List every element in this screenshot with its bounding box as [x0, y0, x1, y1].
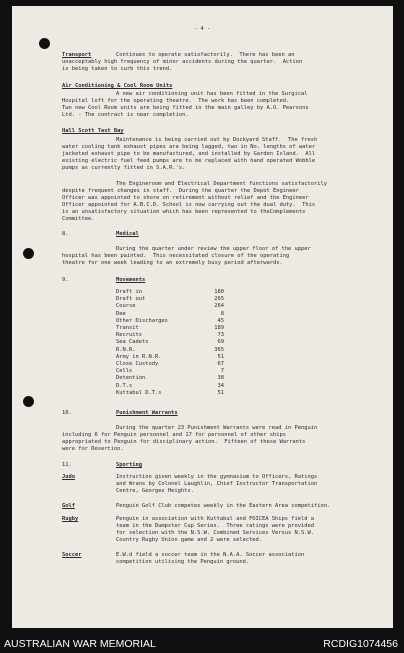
transport-heading: Transport [62, 52, 92, 58]
hall-scott-line-5: pumps as currently fitted in S.A.R.'s. [62, 165, 186, 171]
movement-row-label: D.T.s [116, 382, 133, 389]
transport-line-1: Continues to operate satisfactorily. There has been an [116, 52, 295, 58]
footer-source: AUSTRALIAN WAR MEMORIAL [4, 638, 156, 650]
movements-number: 9. [62, 277, 69, 283]
movement-row-value: 265 [214, 296, 224, 303]
movement-row-label: Cells [116, 368, 133, 375]
transport-line-3: is being taken to curb this trend. [62, 66, 173, 72]
soccer-line-1: E.W.d field a soccer team in the N.A.A. Soccer association [116, 552, 305, 558]
judo-line-1: Instruction given weekly in the gymnasium to Officers, Ratings [116, 474, 318, 480]
medical-heading: Medical [116, 231, 139, 237]
movement-row-label: Dee [116, 310, 126, 317]
warrants-number: 10. [62, 410, 72, 416]
movement-row-value: 51 [217, 389, 224, 396]
transport-line-2: unacceptably high frequency of minor accidents during the quarter. Action [62, 59, 303, 65]
engineroom-line-1: The Engineroom and Electrical Department functions satisfactorily [116, 181, 327, 187]
movement-row-label: Close Custody [116, 361, 159, 367]
punch-hole [23, 248, 34, 259]
movement-row-label: Other Discharges [116, 317, 168, 324]
movement-row-value: 8 [220, 310, 224, 317]
movement-row-value: 45 [217, 317, 224, 324]
aircon-heading: Air Conditioning & Cool Room Units [62, 83, 173, 89]
soccer-label: Soccer [62, 552, 82, 558]
sporting-number: 11. [62, 462, 72, 468]
movement-row-value: 7 [220, 368, 224, 375]
punch-hole [23, 396, 34, 407]
medical-line-1: During the quarter under review the upper floor of the upper [116, 246, 311, 252]
movement-row-value: 180 [214, 289, 224, 295]
engineroom-line-6: Committee. [62, 216, 95, 222]
warrants-line-1: During the quarter 23 Punishment Warrants were read in Penguin [116, 425, 318, 431]
judo-label: Judo [62, 474, 75, 480]
rugby-line-1: Penguin in association with Kuttabul and FOICEA Ships field a [116, 516, 314, 522]
movement-row-value: 38 [217, 375, 224, 382]
movement-row-value: 51 [217, 353, 224, 360]
movement-row-label: Kuttabul D.T.s [116, 389, 162, 396]
movement-row-label: Draft out [116, 296, 146, 303]
movement-row-label: Course [116, 303, 136, 310]
footer-id: RCDIG1074456 [323, 638, 398, 650]
medical-line-2: hospital has been painted. This necessitated closure of the operating [62, 253, 290, 259]
document-page [12, 6, 393, 628]
golf-line-1: Penguin Golf Club competes weekly in the Eastern Area competition. [116, 503, 331, 509]
punch-hole [39, 38, 50, 49]
hall-scott-line-1: Maintenance is being carried out by Dockyard Staff. The fresh [116, 137, 318, 143]
rugby-line-4: Country Rugby Union game and 2 were selected. [116, 537, 263, 543]
movement-row-value: 73 [217, 332, 224, 339]
movement-row-label: Transit [116, 325, 139, 331]
movement-row-value: 34 [217, 382, 224, 389]
sporting-heading: Sporting [116, 462, 142, 468]
movement-row-label: Detention [116, 375, 146, 382]
engineroom-line-5: is an unsatisfactory situation which has been represented to theComplements [62, 209, 306, 215]
movement-row-label: Draft in [116, 289, 142, 295]
judo-line-3: Centre, Georges Heights. [116, 488, 194, 494]
movement-row-label: R.N.R. [116, 346, 136, 353]
hall-scott-line-3: jacketed exhaust pipe to be manufactured, and installed by Garden Island. All [62, 151, 316, 157]
rugby-line-3: for selection with the N.S.W. Combined Services Versus N.S.W. [116, 530, 314, 536]
movement-row-value: 264 [214, 303, 224, 310]
aircon-line-2: Hospital loft for the operating theatre. The work has been completed. [62, 98, 290, 104]
movement-row-value: 365 [214, 346, 224, 353]
engineroom-line-2: despite frequent changes in staff. During the quarter the Depot Engineer [62, 188, 299, 194]
golf-label: Golf [62, 503, 75, 509]
aircon-line-3: Two new Cool Room units are being fitted in the main galley by A.O. Pearsons [62, 105, 309, 111]
rugby-label: Rugby [62, 516, 79, 522]
judo-line-2: and Wrans by Colonel Laughlin, Chief Instructor Transportation [116, 481, 318, 487]
movement-row-label: Recruits [116, 332, 142, 339]
medical-number: 8. [62, 231, 69, 237]
hall-scott-line-4: existing electric fuel feed pumps are to be replaced with hand operated Wobble [62, 158, 316, 164]
aircon-line-4: Ltd. - The contract is near completion. [62, 112, 189, 118]
rugby-line-2: team in the Dumpster Cup Series. Three ratings were provided [116, 523, 314, 529]
movements-heading: Movements [116, 277, 146, 283]
page-number: - 4 - [194, 26, 211, 32]
movement-row-label: Sea Cadets [116, 339, 149, 346]
hall-scott-line-2: water cooling tank exhaust pipes are being lagged, two in No. lengths of water [62, 144, 316, 150]
medical-line-3: theatre for one week leading to an extremely busy period afterwards. [62, 260, 283, 266]
aircon-line-1: A new air conditioning unit has been fitted in the Surgical [116, 91, 308, 97]
soccer-line-2: competition utilising the Penguin ground. [116, 559, 250, 565]
warrants-line-3: appropriated to Penguin for disciplinary action. Fifteen of these Warrants [62, 439, 306, 445]
movement-row-value: 69 [217, 339, 224, 346]
engineroom-line-4: Officer appointed for A.B.C.D. School is now carrying out the dual duty. This [62, 202, 316, 208]
warrants-line-2: including 6 for Penguin personnel and 17 for personnel of other ships [62, 432, 286, 438]
movement-row-label: Army in R.N.R. [116, 353, 162, 360]
footer-bar [0, 636, 404, 653]
hall-scott-heading: Hall Scott Test Bay [62, 128, 124, 134]
warrants-line-4: were for Desertion. [62, 446, 124, 452]
movement-row-value: 67 [217, 361, 224, 367]
engineroom-line-3: Officer was appointed to shore on retirement without relief and the Engineer [62, 195, 309, 201]
movement-row-value: 189 [214, 325, 224, 331]
warrants-heading: Punishment Warrants [116, 410, 178, 416]
